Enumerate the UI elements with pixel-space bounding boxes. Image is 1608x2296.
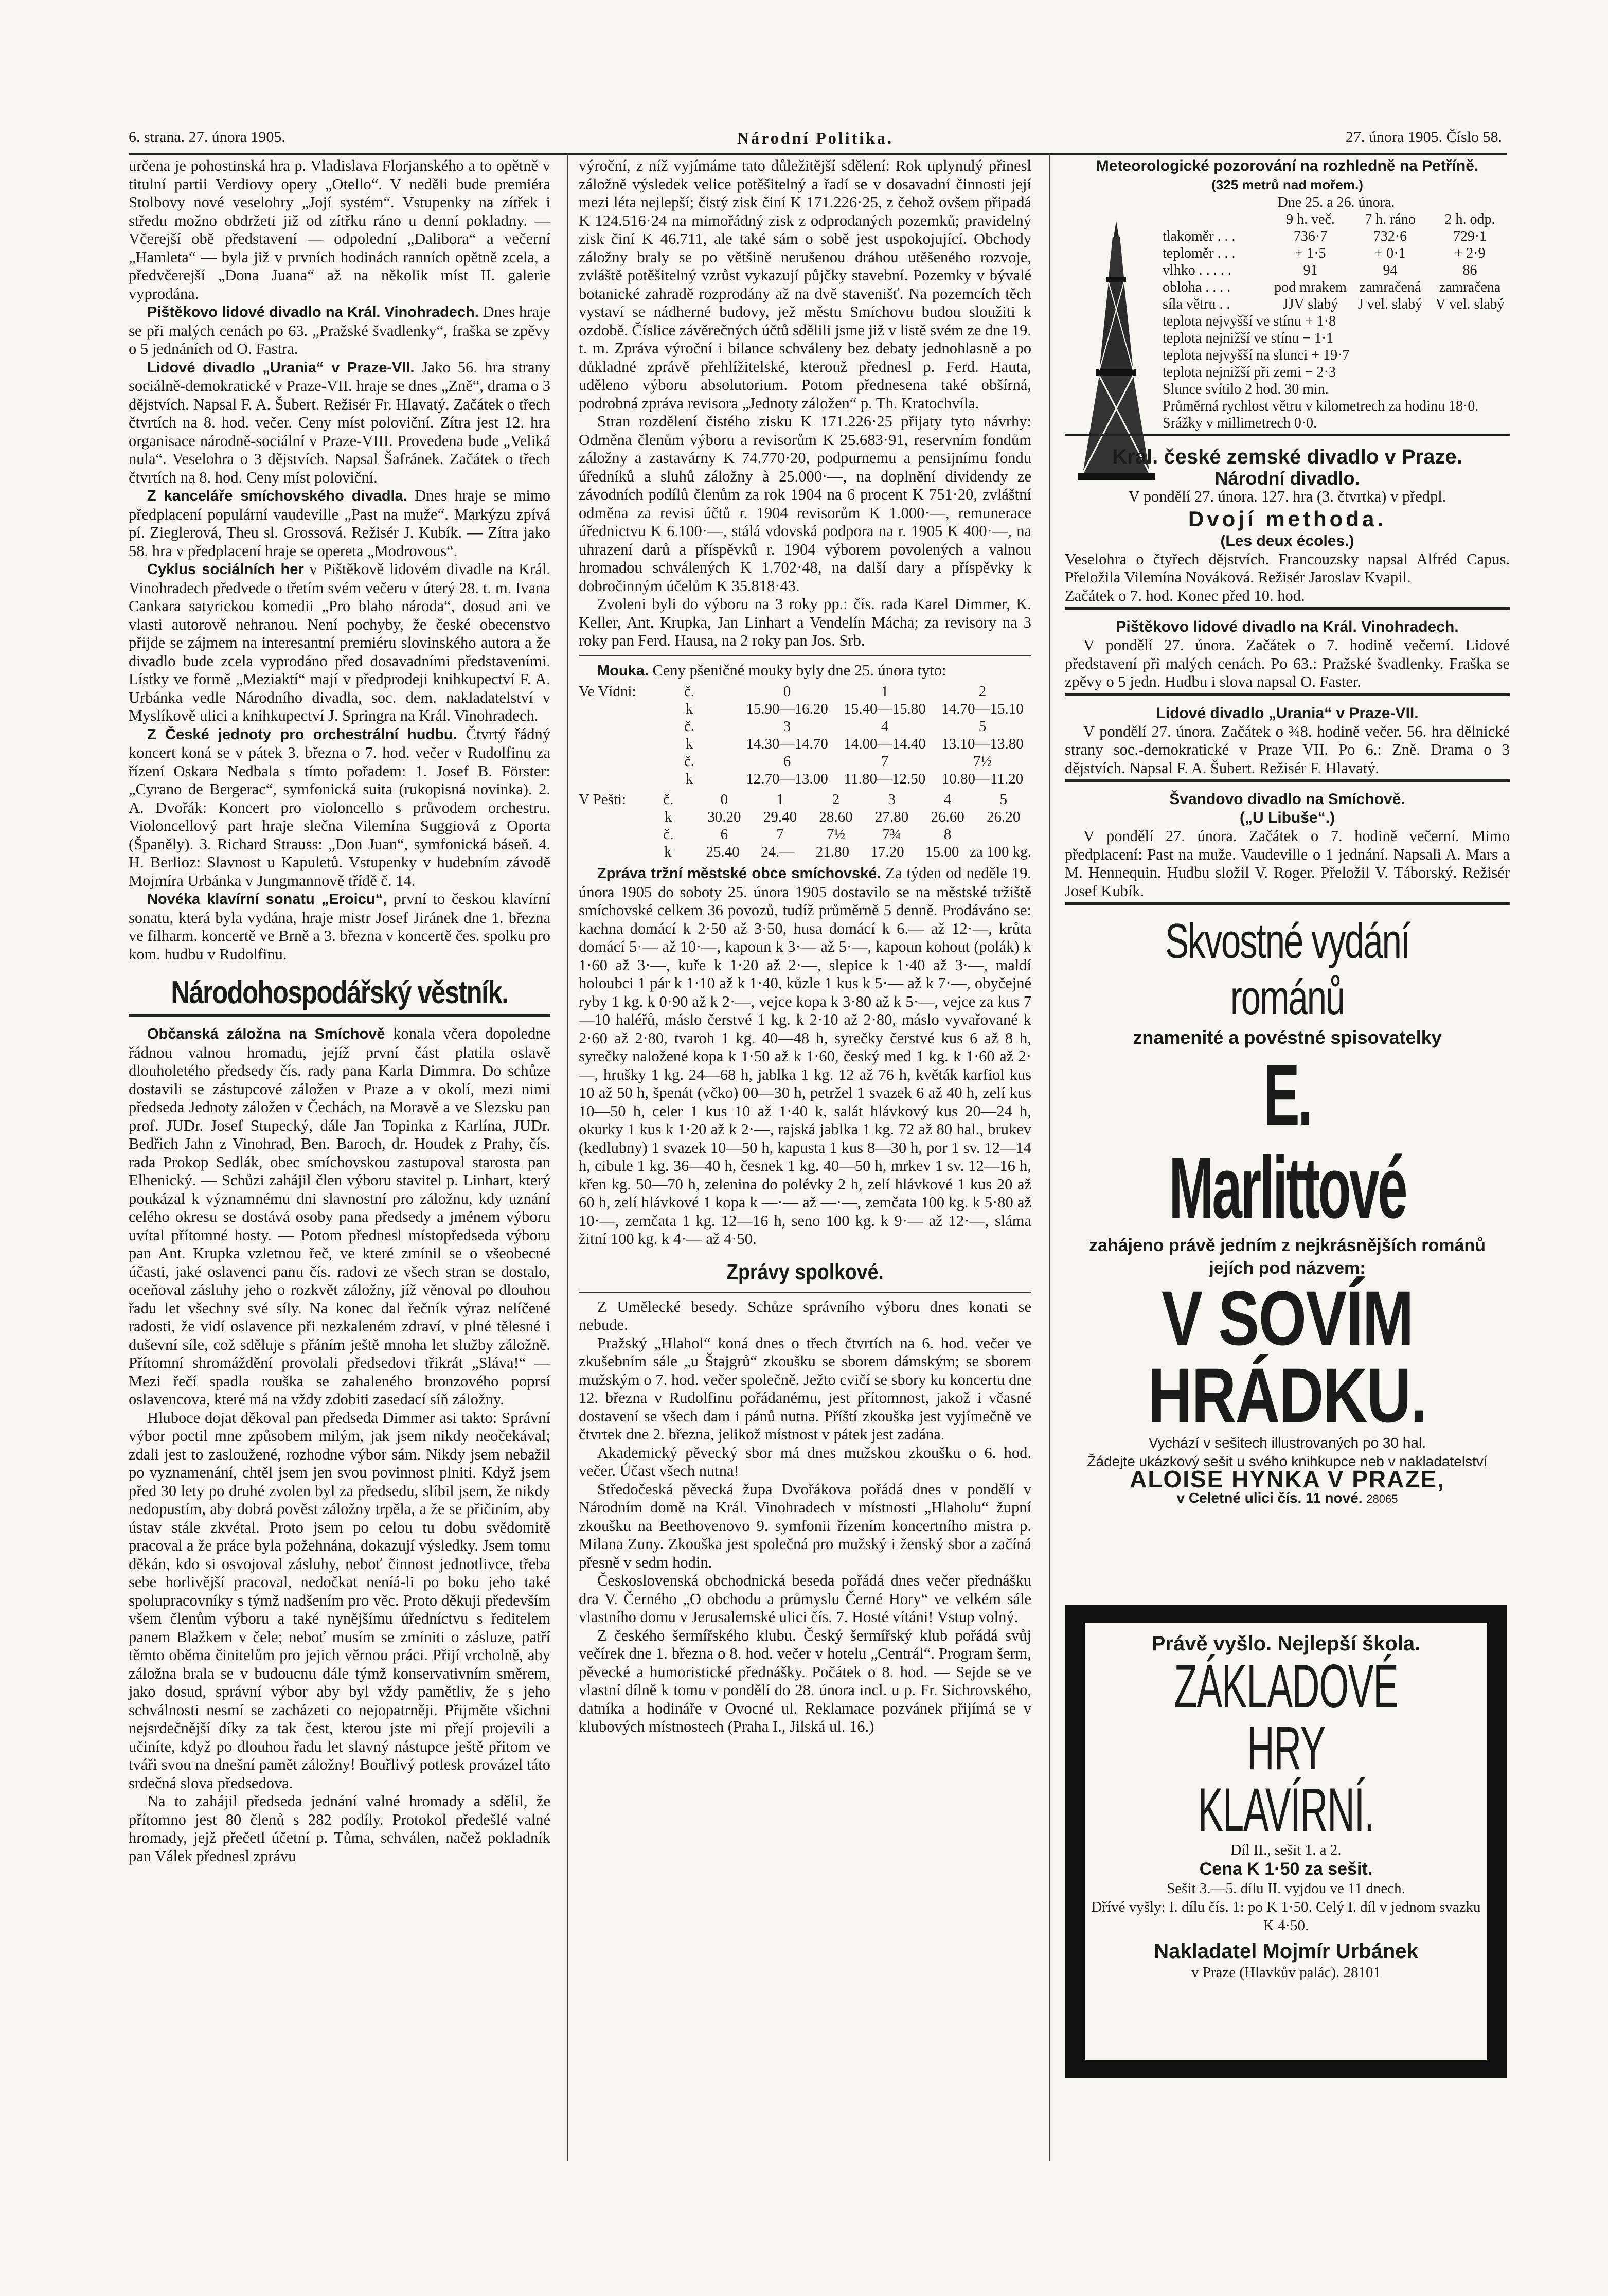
theatre-title: Švandovo divadlo na Smíchově. <box>1169 791 1405 808</box>
body-text: Ceny pšeničné mouky byly dne 25. února tyto: <box>652 661 946 679</box>
paragraph: Akademický pěvecký sbor má dnes mužskou zkoušku o 6. hod. večer. Účast všech nutna! <box>579 1444 1031 1480</box>
table-row <box>579 683 1031 701</box>
cell: 15.00 <box>925 844 959 861</box>
paragraph: Hluboce dojat děkoval pan předseda Dimmer asi takto: Správní výbor poctil mne způsobem milým, jak jsem nikdy neočekával; zdali jest to zasloužené, rozhodne výbor sám. Nikdy jsem nebažil po vyznamenání, chtěl jsem jen svou povinnost plniti. Když jsem před 30 lety po druhé zvolen byl za předsedu, slíbil jsem, že nikdy nedopustím, aby dobrá pověst záložny trpěla, a že se přičiním, aby ústav stále zkvétal. Proto jsem po celou tu dobu svědomitě pracoval a že práce byla požehnána, dokazují výsledky. Jsem tomu děkán, kdo si osvojoval zásluhy, neboť činnost jednotlivce, třeba sebe horlivější pracoval, nedočkat neníá-li po boku jeho také spolupracovníky s týmž nadšením pro věc. Proto děkuji především všem členům výboru a také nynějšímu úředníctvu s ředitelem panem Blažkem v čele; neboť musím se zmíniti o zásluze, patří těmto oběma činitelům pro jejich věrnou práci. Přijí vrcholně, aby záložna brala se v budoucnu dále týmž konservativním směrem, jako dosud, správní výbor aby byl vždy pamětliv, že s jeho schválnosti nesmí se zacházeti co nejopatrněji. Přijměte všichni nejsrdečnější díky za tak čest, kterou jste mi přejí projevili a učiníte, když po dlouhou řadu let slavný nástupce ještě přitom ve tváři svou na dnešní pamět záložny! Bouřlivý potlesk provázel táto srdečná slova předsedova. <box>129 1409 550 1792</box>
ad-title-line: KLAVÍRNÍ. <box>1198 1775 1374 1844</box>
paragraph: V pondělí 27. února. Začátek o ¾8. hodině večer. 56. hra dělnické strany soc.-demokratické v Praze VII. Po 6.: Zně. Drama o 3 dějstvích. Napsal F. A. Šubert. Režisér F. Hlavatý. <box>1065 722 1510 777</box>
paragraph: Z Umělecké besedy. Schůze správního výboru dnes konati se nebude. <box>579 1297 1031 1333</box>
divider <box>579 655 1031 656</box>
cell: k <box>685 771 693 788</box>
ad-publisher: ALOISE HYNKA V PRAZE, <box>1130 1466 1445 1492</box>
theatre-subtitle: Národní divadlo. <box>1214 468 1360 489</box>
cell: 7½ <box>826 826 846 843</box>
body-text: v Pištěkově lidovém divadle na Král. Vinohradech předvede o třetím svém večeru v úterý 28. t. m. Ivana Cankara satyrickou komedii „Pro blaho národa“, dosud ani ve vlasti autorově nehranou. Není pochyby, že české obecenstvo přijde se zájmem na interesantní premiéru slovinského autora a že divadlo bude zcela vyprodáno před dosavadními představeními. Lístky ve formě „Meziaktí“ mají v předprodeji knihkupectví F. A. Urbánka vedle Národního divadla, soc. dem. nakladatelství v Myslíkově ulici a knihkupectví J. Springra na Král. Vinohradech. <box>129 560 550 724</box>
play-title: Dvojí methoda. <box>1188 506 1387 531</box>
header-right: 27. února 1905. Číslo 58. <box>1345 129 1502 146</box>
ad-novel-title: V SOVÍM HRÁDKU. <box>1148 1275 1427 1438</box>
weather-table <box>1163 194 1510 432</box>
cell: 732·6 <box>1373 228 1407 244</box>
cell: 2 <box>832 791 840 808</box>
table-row <box>579 809 1031 826</box>
ad-line: znamenité a povéstné spisovatelky <box>1133 1027 1442 1048</box>
ad-number: 28065 <box>1366 1492 1398 1505</box>
paragraph: určena je pohostinská hra p. Vladislava Florjanského a to opětně v titulní partii Verdiovy opery „Otello“. V neděli bude premiéra Stolbovy nové veselohry „Jojí systém“. Vstupenky na zítřek i středu možno obdržeti již od zítřku ráno u denní pokladny. — Včerejší obě představení — odpolední „Dalibora“ a večerní „Hamleta“ — byla již v prvních hodinách ranních opětně zcela, a předvčerejší „Dona Juana“ až na několik míst II. galerie vyprodána. <box>129 157 550 302</box>
table-row <box>579 718 1031 736</box>
cell: 9 h. več. <box>1286 211 1335 227</box>
cell: 0 <box>783 683 791 700</box>
cell: 14.30—14.70 <box>746 736 828 753</box>
cell: V vel. slabý <box>1435 296 1505 312</box>
piano-ad-inner <box>1085 1623 1487 2060</box>
cell: 28.60 <box>819 809 853 826</box>
cell: k <box>685 736 693 753</box>
cell: 13.10—13.80 <box>941 736 1024 753</box>
column-2 <box>579 157 1032 1735</box>
ad-price: Cena K 1·50 za sešit. <box>1199 1859 1373 1879</box>
divider <box>1065 693 1510 696</box>
masthead-title: Národní Politika. <box>737 129 894 147</box>
flour-price-table-vienna <box>579 683 1031 788</box>
cell: 14.70—15.10 <box>941 701 1024 718</box>
paragraph: Československá obchodnická beseda pořádá dnes večer přednášku dra V. Černého „O obchodu a průmyslu Černé Hory“ ve velkém sále vlastního domu v Jerusalemské ulici čís. 7. Hosté vítáni! Vstup volný. <box>579 1572 1031 1626</box>
weather-line: Průměrná rychlost větru v kilometrech za hodinu 18·0. <box>1163 398 1479 414</box>
ad-top-line: Právě vyšlo. Nejlepší škola. <box>1151 1632 1421 1655</box>
paragraph <box>129 560 550 725</box>
weather-line: teplota nejvyšší na slunci + 19·7 <box>1163 347 1350 363</box>
divider <box>1065 434 1510 436</box>
divider <box>1065 607 1510 610</box>
cell: teploměr . . . <box>1163 245 1236 261</box>
cell: 729·1 <box>1453 228 1487 244</box>
cell: 7 h. ráno <box>1365 211 1416 227</box>
paragraph <box>129 303 550 359</box>
divider <box>579 1292 1031 1293</box>
cell: 7 <box>776 826 784 843</box>
cell: 1 <box>881 683 889 700</box>
cell: 3 <box>783 718 791 735</box>
divider <box>1065 902 1510 905</box>
row-label: V Pešti: <box>579 791 627 808</box>
weather-line: teplota nejnižší při zemi − 2·3 <box>1163 364 1336 380</box>
cell: 6 <box>783 753 791 770</box>
column-1 <box>129 157 550 2153</box>
heading: Pištěkovo lidové divadlo na Král. Vinohradech. <box>147 304 479 321</box>
table-row <box>1163 228 1510 245</box>
weather-title: Meteorologické pozorování na rozhledně na Petříně. <box>1096 157 1479 174</box>
cell: 26.60 <box>931 809 964 826</box>
ad-line: zahájeno právě jedním z nejkrásnějších románů jejích pod názvem: <box>1089 1236 1486 1278</box>
divider <box>1065 779 1510 782</box>
paragraph: Zvoleni byli do výboru na 3 roky pp.: čís. rada Karel Dimmer, K. Keller, Ant. Krupka, Jan Linhart a Vendelín Mácha; za revisory na 3 roky pan Ferd. Hausa, na 2 roky pan Jos. Srb. <box>579 595 1031 649</box>
paragraph: výroční, z níž vyjímáme tato důležitější sdělení: Rok uplynulý přinesl záložně výsledek velice potěšitelný a řadí se v dosavadní činnosti její mezi léta nejlepší; čistý zisk činí K 171.226·25, z čehož ovšem připadá K 124.516·24 na mimořádný zisk z odprodaných pozemků; pravidelný zisk činí K 46.711, ale také sám o sobě jest uspokojující. Obchody záložny braly se po většině nerušenou dráhou utěšeného rozvoje, zvláště potěšitelný vzrůst vykazují půjčky stavební. Pozemky v bývalé botanické zahradě rozprodány až na dvě stavenišť. Na pozemcích těch vystaví se nádherné budovy, jež městu Smíchovu budou sloužiti k ozdobě. Číslice závěrečných účtů sdělili jsme již v listě svém ze dne 19. t. m. Zpráva výroční i bilance schváleny bez debaty jednohlasně a po důkladné zprávě přehlížitelské, kterouž přednesl p. Ferd. Hauta, uděleno výboru absolutorium. Potom přednesena také obšírná, podrobná zpráva revisora „Jednoty záložen“ p. Th. Kratochvíla. <box>579 157 1031 412</box>
theatre-subtitle: („U Libuše“.) <box>1240 809 1335 826</box>
cell: JJV slabý <box>1282 296 1338 312</box>
table-row <box>1163 279 1510 296</box>
section-title: Národohospodářský věstník. <box>171 975 508 1010</box>
paragraph <box>579 864 1031 1249</box>
cell: za 100 kg. <box>970 844 1032 861</box>
cell: 8 <box>943 826 952 843</box>
cell: k <box>665 809 672 826</box>
cell: 7¾ <box>882 826 901 843</box>
paragraph <box>579 662 1031 681</box>
heading: Lidové divadlo „Urania“ v Praze-VII. <box>147 359 415 376</box>
paragraph: Středočeská pěvecká župa Dvořákova pořádá dnes v pondělí v Národním domě na Král. Vinohradech v místnosti „Hlaholu“ župní zkoušku na Beethovenovo 9. symfonii řízením koncertního mistra p. Milana Zuny. Zkouška jest společná pro mužský i ženský sbor a začíná přesně v sedm hodin. <box>579 1480 1031 1571</box>
ad-line: Žádejte ukázkový sešit u svého knihkupce neb v nakladatelství <box>1087 1453 1488 1469</box>
paragraph <box>129 890 550 964</box>
cell: č. <box>684 683 695 700</box>
cell: pod mrakem <box>1274 279 1347 295</box>
cell: 21.80 <box>815 844 849 861</box>
cell: 91 <box>1303 262 1318 278</box>
table-row <box>579 791 1031 809</box>
cell: 6 <box>720 826 728 843</box>
cell: 3 <box>888 791 896 808</box>
cell <box>1163 211 1271 228</box>
cell: + 2·9 <box>1454 245 1486 261</box>
heading: Z kanceláře smíchovského divadla. <box>147 488 407 504</box>
cell: 7½ <box>973 753 992 770</box>
section-rule <box>129 1014 550 1017</box>
theatre-title: Pištěkovo lidové divadlo na Král. Vinohradech. <box>1116 618 1459 635</box>
paragraph <box>129 1025 550 1409</box>
body-text: Dnes hraje se mimo předplacení populární vaudeville „Past na muže“. Markýzu zpívá pí. Zieglerová, Theu sl. Grossová. Režisér J. Kubík. — Zítra jako 58. hra v předplacení hraje se opereta „Modrovous“. <box>129 487 551 560</box>
heading: Cyklus sociálních her <box>147 561 304 578</box>
cell: 15.40—15.80 <box>844 701 926 718</box>
ad-headline: Skvostné vydání románů <box>1165 914 1409 1025</box>
ad-address: v Praze (Hlavkův palác). 28101 <box>1191 1964 1381 1981</box>
cell: 94 <box>1383 262 1398 278</box>
cell: 30.20 <box>707 809 741 826</box>
cell: tlakoměr . . . <box>1163 228 1236 244</box>
cell: 25.40 <box>706 844 740 861</box>
table-row <box>1163 211 1510 228</box>
paragraph: V pondělí 27. února. Začátek o 7. hodině večerní. Lidové představení při malých cenách. Po 63.: Pražské švadlenky. Fraška se zpěvy o 5 jedn. Hudbu i slova napsal O. Faster. <box>1065 636 1510 690</box>
cell: 27.80 <box>874 809 909 826</box>
cell: 5 <box>999 791 1007 808</box>
table-row <box>1163 245 1510 262</box>
body-text: Čtvrtý řádný koncert koná se v pátek 3. března o 7. hod. večer v Rudolfinu za řízení Oskara Nedbala s tímto pořadem: 1. Josef B. Förster: „Cyrano de Bergerac“, symfonická suita (rukopisná novinka). 2. A. Dvořák: Koncert pro violoncello s průvodem orchestru. Violoncellový part hraje slečna Vilemína Suggiová z Oporta (Španěly). 3. Richard Strauss: „Don Juan“, symfonická báseň. 4. H. Berlioz: Slavnost u Kapuletů. Vstupenky v hudebním závodě Mojmíra Urbánka v Jungmannově třídě č. 14. <box>129 725 551 889</box>
body-text: Za týden od neděle 19. února 1905 do soboty 25. února 1905 dostavilo se na městské tržiště smíchovské celkem 36 povozů, tudíž průměrně 5 denně. Prodáváno se: kachna domácí k 2·50 až 3·50, husa domácí k 6.— až 12·—, krůta domácí 5·— až 10·—, kapoun k 3·— až 5·—, kapoun kohout (polák) k 1·60 až 3·—, kuře k 1·20 až 2·—, slepice k 1·40 až 3·—, maldí holoubci 1 pár k 1·10 až k 1·40, kůzle 1 kus k 5·— až k 7·—, obyčejné ryby 1 kg. k 0·90 až k 2·—, vejce kopa k 3·80 až k 5·—, vejce za kus 7—10 haléřů, máslo čerstvé 1 kg. k 2·10 až 2·80, máslo vyvařované k 2·60 až 2·80, tvaroh 1 kg. 40—48 h, syrečky čerstvé kus 6 až 8 h, syrečky naložené kopa k 1·50 až k 1·60, český med 1 kg. k 1·60 až 2·—, hrušky 1 kg. 24—68 h, jablka 1 kg. 12 až 76 h, květák karfiol kus 10 až 50 h, špenát (včko) 00—30 h, petržel 1 svazek 6 až 40 h, zelí kus 10—50 h, celer 1 kus 10 až 1·40 k, salát hlávkový kus 20—24 h, okurky 1 kus k 1·20 až k 2·—, rajská jablka 1 kg. 72 až 80 hal., brukev (kedlubny) 1 svazek 10—50 h, kapusta 1 kus 8—30 h, por 1 sv. 12—14 h, cibule 1 kg. 36—40 h, česnek 1 kg. 40—50 h, mrkev 1 sv. 12—16 h, křen kg. 50—70 h, zelenina do polévky 2 h, zelí hlávkové 1 kus 20 až 60 h, zelí hlávkové 1 kopa k —·— až —·—, zemčata 100 kg. k 5·80 až 10·—, zemčata 1 kg. 12—16 h, seno 100 kg. k 9·— až 12·—, sláma žitní 100 kg. k 4·— až 4·50. <box>579 864 1032 1248</box>
theatre-line: V pondělí 27. února. 127. hra (3. čtvrtka) v předpl. <box>1128 488 1446 505</box>
cell: zamračena <box>1439 279 1501 295</box>
weather-line: Srážky v millimetrech 0·0. <box>1163 415 1317 431</box>
ad-line: Vychází v sešitech illustrovaných po 30 hal. <box>1148 1435 1426 1451</box>
column-rule <box>567 154 568 2161</box>
ad-line: Sešit 3.—5. dílu II. vyjdou ve 11 dnech. <box>1167 1880 1405 1897</box>
paragraph: Stran rozdělení čistého zisku K 171.226·25 přijaty tyto návrhy: Odměna členům výboru a revisorům K 25.683·91, reservním fondům záložny a zastavárny K 74.770·20, podpurnemu a pensijnímu fondu úředníků a sluhů záložny à 25.000·—, na doplnění dividendy ze závodních podílů členům za rok 1904 na 6 procent K 751·20, zvláštní odměna za revisi účtů r. 1904 revisorům K 1.000·—, remunerace úřednictvu K 6.100·—, stálá vdovská podpora na r. 1905 K 400·—, na uhrazení darů a příspěvků r. 1904 výborem povolených a valnou hromadou schválených K 1.702·48, na další dary a příspěvky k dobročinným účelům K 35.818·43. <box>579 413 1031 595</box>
table-row <box>579 701 1031 718</box>
body-text: Jako 56. hra strany sociálně-demokratické v Praze-VII. hraje se dnes „Zně“, drama o 3 dějstvích. Napsal F. A. Šubert. Režisér Fr. Hlavatý. Začátek o třech čtvrtích na 8. hod. večer. Ceny míst poloviční. Zítra jest 12. hra organisace národně-sociální v Praze-VIII. Provedena bude „Veliká nula“. Veselohra o 3 dějstvích. Napsal Šafránek. Začátek o třech čtvrtích na 8. hod. Ceny míst poloviční. <box>129 358 550 486</box>
table-row <box>579 844 1031 861</box>
flour-price-table-pest <box>579 791 1031 861</box>
heading: Zpráva tržní městské obce smíchovské. <box>597 865 881 882</box>
cell: zamračená <box>1359 279 1421 295</box>
theatre-title: Lidové divadlo „Urania“ v Praze-VII. <box>1156 704 1419 722</box>
weather-date: Dne 25. a 26. února. <box>1277 194 1395 210</box>
cell: síla větru . . <box>1163 296 1230 312</box>
ad-title-line: ZÁKLADOVÉ <box>1174 1652 1398 1721</box>
cell: 7 <box>881 753 889 770</box>
ad-line: Dřívé vyšly: I. dílu čís. 1: po K 1·50. Celý I. díl v jednom svazku K 4·50. <box>1091 1899 1481 1934</box>
theatre-title: Král. české zemské divadlo v Praze. <box>1112 446 1462 468</box>
table-row <box>1163 262 1510 279</box>
paragraph <box>129 359 550 487</box>
heading: Novéka klavírní sonatu „Eroicu“, <box>147 891 387 907</box>
table-row <box>579 736 1031 753</box>
ad-title-line: HRY <box>1246 1714 1326 1783</box>
cell: 29.40 <box>763 809 797 826</box>
cell: J vel. slabý <box>1357 296 1423 312</box>
cell: vlhko . . . . . <box>1163 262 1231 278</box>
column-rule <box>1049 154 1050 2161</box>
weather-line: teplota nejvyšší ve stínu + 1·8 <box>1163 313 1336 329</box>
cell: 10.80—11.20 <box>941 771 1024 788</box>
cell: k <box>685 701 693 718</box>
section-title: Zprávy spolkové. <box>726 1259 884 1285</box>
body-text: Dnes hraje se při malých cenách po 63. „Pražské švadlenky“, fraška se zpěvy o 5 jednáních od O. Fastra. <box>129 303 551 358</box>
piano-ad-box <box>1065 1605 1507 2078</box>
cell: 17.20 <box>870 844 904 861</box>
ad-author: E. Marlittové <box>1169 1046 1406 1237</box>
body-text: první to českou klavírní sonatu, která byla vydána, hraje mistr Josef Jiránek dne 1. března ve filharm. koncertě ve Brně a 3. března v koncertě čes. spolku pro kom. hudbu v Rudolfinu. <box>129 890 550 963</box>
cell: 86 <box>1462 262 1477 278</box>
ad-address-text: v Celetné ulici čís. 11 nové. <box>1176 1489 1363 1506</box>
cell: č. <box>684 718 695 735</box>
cell: 4 <box>881 718 889 735</box>
header-rule <box>129 153 1507 155</box>
table-row <box>579 826 1031 844</box>
table-row <box>579 771 1031 788</box>
cell: 1 <box>776 791 784 808</box>
ad-line: Díl II., sešit 1. a 2. <box>1230 1842 1342 1858</box>
paragraph <box>129 487 550 560</box>
cell: 736·7 <box>1293 228 1328 244</box>
table-row <box>1163 296 1510 313</box>
weather-line: teplota nejnižší ve stínu − 1·1 <box>1163 330 1334 346</box>
cell: 14.00—14.40 <box>844 736 926 753</box>
cell: 2 h. odp. <box>1444 211 1495 227</box>
ad-publisher: Nakladatel Mojmír Urbánek <box>1154 1940 1418 1963</box>
cell: 4 <box>943 791 952 808</box>
paragraph: V pondělí 27. února. Začátek o 7. hodině večerní. Mimo předplacení: Past na muže. Vaudeville o 1 jednání. Napsali A. Mars a M. Hennequin. Hudbu složil V. Roger. Přeložil V. Táborský. Režisér Josef Kubík. <box>1065 827 1510 900</box>
cell: k <box>664 844 672 861</box>
cell: 26.20 <box>987 809 1021 826</box>
cell: 0 <box>720 791 728 808</box>
row-label: Ve Vídni: <box>579 683 636 700</box>
paragraph: Začátek o 7. hod. Konec před 10. hod. <box>1065 586 1305 604</box>
cell: 11.80—12.50 <box>844 771 926 788</box>
cell: č. <box>663 826 674 843</box>
heading: Z České jednoty pro orchestrální hudbu. <box>147 726 457 743</box>
paragraph: Pražský „Hlahol“ koná dnes o třech čtvrtích na 6. hod. večer ve zkušebním sále „u Štajgrů“ zkoušku se sborem dámským; se sborem mužským o 7. hod. večer společně. Ježto cvičí se sbory ku koncertu dne 12. března v Rudolfinu pořádanému, jest přítomnost, jakož i včasné dostavení se všech dam i pánů nutna. Příští zkouška jest vyjímečně ve čtvrtek dne 2. března, jelikož místnost v pátek jest zadána. <box>579 1334 1031 1443</box>
play-subtitle: (Les deux écoles.) <box>1220 532 1354 549</box>
cell: oblohа . . . . <box>1163 279 1231 295</box>
cell: 5 <box>978 718 987 735</box>
cell: 12.70—13.00 <box>746 771 828 788</box>
heading: Občanská záložna na Smíchově <box>147 1026 385 1042</box>
cell: 15.90—16.20 <box>746 701 828 718</box>
paragraph: Z českého šermířského klubu. Český šermířský klub pořádá svůj večírek dne 1. března o 8. hod. večer v hotelu „Centrál“. Program šerm, pěvecké a humoristické přednášky. Počátek o 8. hod. — Sejde se ve vlastní dílně k tomu v pondělí do 28. února incl. u p. Fr. Sichrovského, datníka a hodináře v Ovocné ul. Reklamace pozvánek přijímá se v klubových místnostech (Praha I., Jilská ul. 16.) <box>579 1626 1031 1735</box>
body-text: konala včera dopoledne řádnou valnou hromadu, jejíž první část platila oslavě dlouholetého předsedy čís. rady pana Karla Dimmra. Do schůze dostavili se zástupcové záložen v Praze a v okolí, mezi nimi předseda Jednoty záložen v Čechách, na Moravě a ve Slezsku pan prof. JUDr. Josef Stupecký, dále Jan Topinka z Karlína, JUDr. Bedřich Jahn z Vinohrad, Ben. Baroch, dr. Houdek z Prahy, čís. rada Prokop Sedlák, obec smíchovskou zastupoval starosta pan Elhenický. — Schůzi zahájil člen výboru stavitel p. Linhart, který poukázal k významnému dni slavnostní pro záložnu, kdy uznání celého okresu se dostává osoby pana předsedy a jménem výboru uvítal přítomné hosty. — Potom přednesl místopředseda výboru pan Ant. Krupka vzletnou řeč, ve které zmínil se o všeobecné účasti, jaké oslavenci panu čís. radovi ze všech stran se dostalo, oceňoval zásluhy jeho o rozkvět záložny, jíž věnoval po dlouhou řadu let všechny své síly. Na konec dal řečník výraz nelíčené radosti, že vidí oslavence při nezkaleném zdraví, v plné tělesné i duševní síle, což sděluje s přáním ještě mnoha let služby záložně. Přítomní shromáždění provolali předsedovi třikrát „Sláva!“ — Mezi řečí spadla rouška se zahaleného bronzového poprsí oslavencova, které má na vždy zdobiti zasedací síň záložny. <box>129 1025 551 1408</box>
weather-subtitle: (325 metrů nad mořem.) <box>1211 177 1363 192</box>
paragraph <box>129 725 550 891</box>
cell: č. <box>684 753 695 770</box>
heading: Mouka. <box>597 662 649 679</box>
paragraph: Veselohra o čtyřech dějstvích. Francouzsky napsal Alfréd Capus. Přeložila Vilemína Nováková. Režisér Jaroslav Kvapil. <box>1065 550 1510 586</box>
header-left: 6. strana. 27. února 1905. <box>129 129 285 146</box>
cell: 2 <box>978 683 987 700</box>
cell: + 1·5 <box>1295 245 1326 261</box>
cell: 24.— <box>761 844 795 861</box>
paragraph: Na to zahájil předseda jednání valné hromady a sdělil, že přítomno jest 80 členů s 282 podíly. Protokol předešlé valné hromady, jejž přečetl účetní p. Tůma, schválen, načež pokladník pan Válek přednesl zprávu <box>129 1792 550 1865</box>
table-row <box>579 753 1031 771</box>
cell: č. <box>663 791 674 808</box>
cell: + 0·1 <box>1374 245 1406 261</box>
weather-line: Slunce svítilo 2 hod. 30 min. <box>1163 381 1329 397</box>
